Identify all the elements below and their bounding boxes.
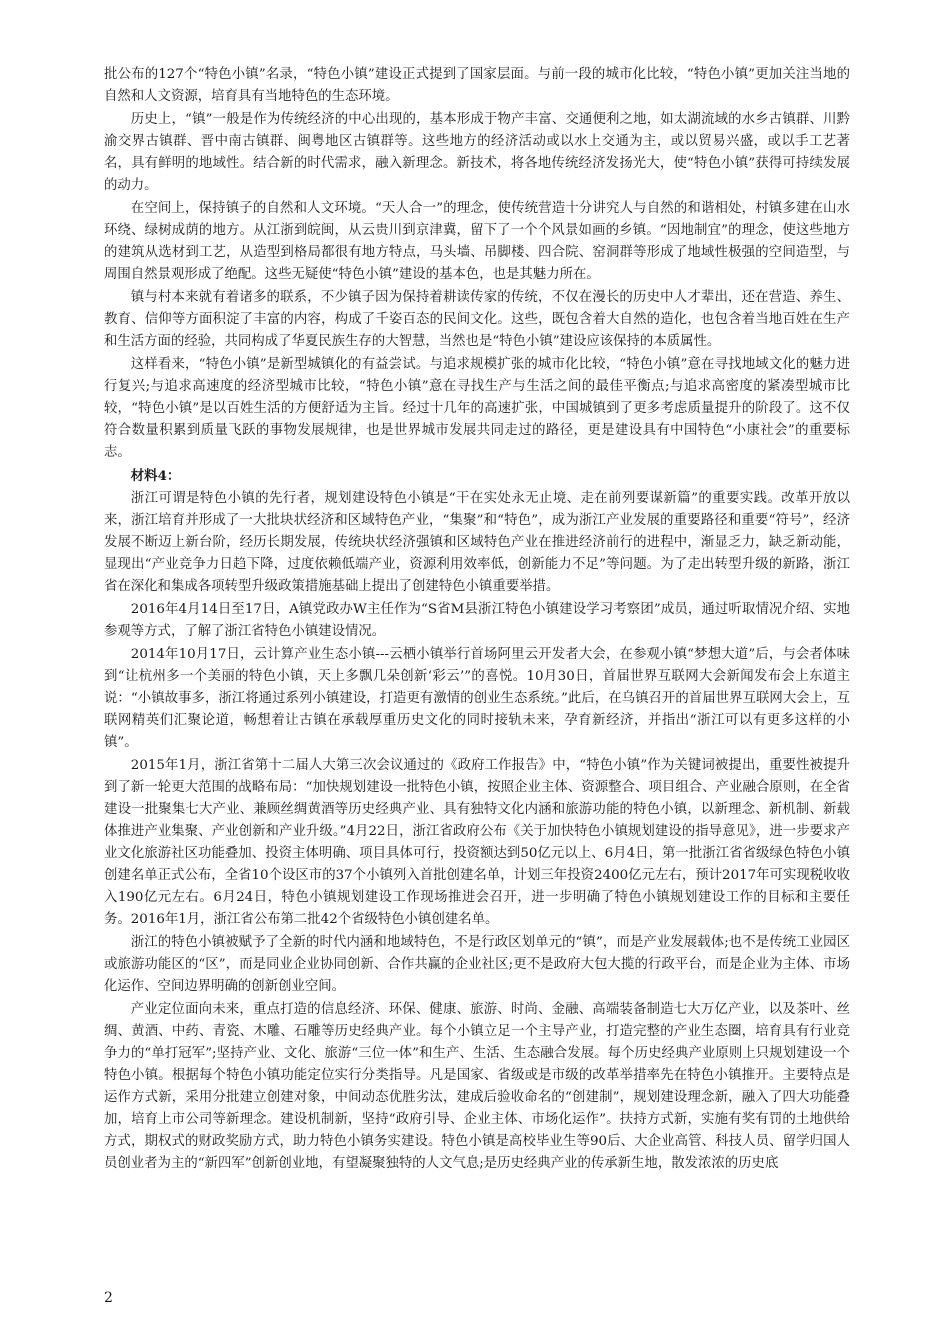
paragraph-7: 2016年4月14日至17日，A镇党政办W主任作为“S省M县浙江特色小镇建设学习考察团”成员，通过听取情况介绍、实地参观等方式，了解了浙江省特色小镇建设情况。 xyxy=(104,602,850,639)
page-number: 2 xyxy=(104,1290,113,1306)
paragraph-5: 这样看来，“特色小镇”是新型城镇化的有益尝试。与追求规模扩张的城市化比较，“特色小镇”意在寻找地域文化的魅力进行复兴;与追求高速度的经济型城市比较，“特色小镇”意在寻找生产与生活之间的最佳平衡点;与追求高密度的紧凑型城市比较，“特色小镇”是以百姓生活的方便舒适为主旨。经过十几年的高速扩张，中国城镇到了更多考虑质量提升的阶段了。这不仅符合数量积累到质量飞跃的事物发展规律，也是世界城市发展共同走过的路径，更是建设具有中国特色“小康社会”的重要标志。 xyxy=(104,357,850,460)
paragraph-10: 浙江的特色小镇被赋予了全新的时代内涵和地域特色，不是行政区划单元的“镇”，而是产业发展载体;也不是传统工业园区或旅游功能区的“区”，而是同业企业协同创新、合作共赢的企业社区;更不是政府大包大揽的行政平台，而是企业为主体、市场化运作、空间边界明确的创新创业空间。 xyxy=(104,935,850,994)
paragraph-3: 在空间上，保持镇子的自然和人文环境。“天人合一”的理念，使传统营造十分讲究人与自然的和谐相处，村镇多建在山水环绕、绿树成荫的地方。从江浙到皖闽，从云贵川到京津冀，留下了一个个风景如画的乡镇。“因地制宜”的理念，使这些地方的建筑从选材到工艺，从造型到格局都很有地方特点，马头墙、吊脚楼、四合院、窑洞群等形成了地域性极强的空间造型，与周围自然景观形成了绝配。这些无疑使“特色小镇”建设的基本色，也是其魅力所在。 xyxy=(104,201,850,282)
paragraph-9: 2015年1月，浙江省第十二届人大第三次会议通过的《政府工作报告》中，“特色小镇”作为关键词被提出，重要性被提升到了新一轮更大范围的战略布局：“加快规划建设一批特色小镇，按照企业主体、资源整合、项目组合、产业融合原则，在全省建设一批聚集七大产业、兼顾丝绸黄酒等历史经典产业、具有独特文化内涵和旅游功能的特色小镇，以新理念、新机制、新载体推进产业集聚、产业创新和产业升级。”4月22日，浙江省政府公布《关于加快特色小镇规划建设的指导意见》，进一步要求产业文化旅游社区功能叠加、投资主体明确、项目具体可行，投资额达到50亿元以上、6月4日，第一批浙江省省级绿色特色小镇创建名单正式公布，全省10个设区市的37个小镇列入首批创建名单，计划三年投资2400亿元左右，预计2017年可实现税收收入190亿元左右。6月24日，特色小镇规划建设工作现场推进会召开，进一步明确了特色小镇规划建设工作的目标和主要任务。2016年1月，浙江省公布第二批42个省级特色小镇创建名单。 xyxy=(104,758,850,927)
paragraph-8: 2014年10月17日，云计算产业生态小镇---云栖小镇举行首场阿里云开发者大会，在参观小镇“梦想大道”后，与会者体味到“让杭州多一个美丽的特色小镇，天上多飘几朵创新‘彩云’”的喜悦。10月30日，首届世界互联网大会新闻发布会上东道主说：“小镇故事多，浙江将通过系列小镇建设，打造更有激情的创业生态系统。”此后，在乌镇召开的首届世界互联网大会上，互联网精英们汇聚论道，畅想着让古镇在承载厚重历史文化的同时接轨未来，孕育新经济，并指出“浙江可以有更多这样的小镇”。 xyxy=(104,647,850,750)
paragraph-2: 历史上，“镇”一般是作为传统经济的中心出现的，基本形成于物产丰富、交通便利之地，如太湖流域的水乡古镇群、川黔渝交界古镇群、晋中南古镇群、闽粤地区古镇群等。这些地方的经济活动或以水上交通为主，或以贸易兴盛，或以手工艺著名，具有鲜明的地域性。结合新的时代需求，融入新理念。新技术，将各地传统经济发扬光大，使“特色小镇”获得可持续发展的动力。 xyxy=(104,112,850,193)
paragraph-11: 产业定位面向未来，重点打造的信息经济、环保、健康、旅游、时尚、金融、高端装备制造七大万亿产业，以及茶叶、丝绸、黄酒、中药、青瓷、木雕、石雕等历史经典产业。每个小镇立足一个主导产业，打造完整的产业生态圈，培育具有行业竞争力的“单打冠军”;坚持产业、文化、旅游“三位一体”和生产、生活、生态融合发展。每个历史经典产业原则上只规划建设一个特色小镇。根据每个特色小镇功能定位实行分类指导。凡是国家、省级或是市级的改革举措率先在特色小镇推开。主要特点是运作方式新，采用分批建立创建对象，中间动态优胜劣汰，建成后验收命名的“创建制”，规划建设理念新，融入了四大功能叠加，培育上市公司等新理念。建设机制新，坚持“政府引导、企业主体、市场化运作”。扶持方式新，实施有奖有罚的土地供给方式，期权式的财政奖励方式，助力特色小镇务实建设。特色小镇是高校毕业生等90后、大企业高管、科技人员、留学归国人员创业者为主的“新四军”创新创业地，有望凝聚独特的人文气息;是历史经典产业的传承新生地，散发浓浓的历史底 xyxy=(104,1002,850,1171)
paragraph-6: 浙江可谓是特色小镇的先行者，规划建设特色小镇是“干在实处永无止境、走在前列要谋新篇”的重要实践。改革开放以来，浙江培育并形成了一大批块状经济和区域特色产业，“集聚”和“特色”，成为浙江产业发展的重要路径和重要“符号”，经济发展不断迈上新台阶，经历长期发展，传统块状经济强镇和区域特色产业在推进经济前行的进程中，渐显乏力，缺乏新动能，显现出“产业竞争力日趋下降，过度依赖低端产业，资源利用效率低，创新能力不足”等问题。为了走出转型升级的新路，浙江省在深化和集成各项转型升级政策措施基础上提出了创建特色小镇重要举措。 xyxy=(104,491,850,594)
paragraph-1: 批公布的127个“特色小镇”名录，“特色小镇”建设正式提到了国家层面。与前一段的城市化比较，“特色小镇”更加关注当地的自然和人文资源，培育具有当地特色的生态环境。 xyxy=(104,67,850,104)
section-heading: 材料4： xyxy=(130,468,181,484)
paragraph-4: 镇与村本来就有着诸多的联系，不少镇子因为保持着耕读传家的传统，不仅在漫长的历史中人才辈出，还在营造、养生、教育、信仰等方面积淀了丰富的内容，构成了千姿百态的民间文化。这些，既包含着大自然的造化，也包含着当地百姓在生产和生活方面的经验，共同构成了华夏民族生存的大智慧，当然也是“特色小镇”建设应该保持的本质属性。 xyxy=(104,290,850,349)
document-body xyxy=(104,64,850,1176)
